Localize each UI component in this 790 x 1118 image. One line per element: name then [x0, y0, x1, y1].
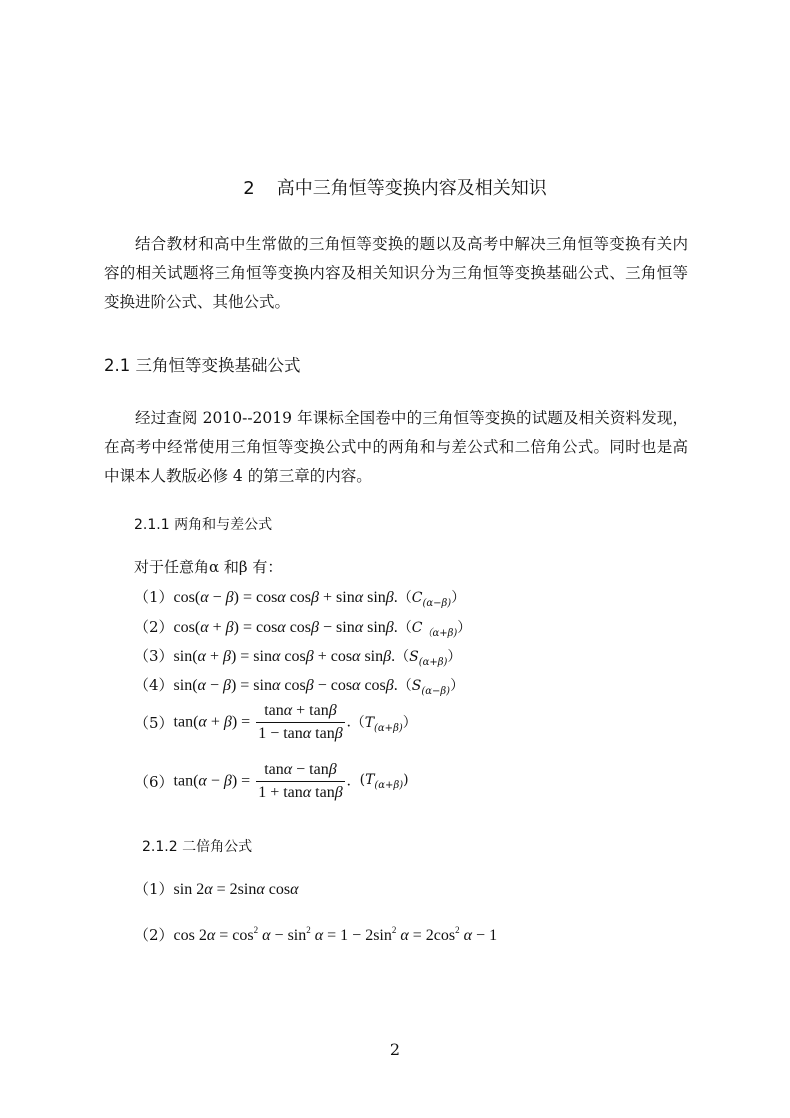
chapter-number: 2	[243, 178, 255, 199]
section-2-1-heading: 2.1 三角恒等变换基础公式	[104, 356, 301, 375]
formula-tan-difference: tan(α − β) =	[173, 772, 255, 790]
formula-tag: $(S_{(\alpha-\beta)})$	[397, 678, 465, 697]
formula-sin-sum: sin(α + β) = sinα cosβ + cosα sinβ.	[173, 648, 396, 665]
formula-cos-double: $\cos 2\alpha = \cos^2 \alpha - \sin^2 \alpha = 1 - 2\sin^2$ $\alpha = 2\cos^2$ α − 1	[173, 925, 498, 944]
formula-row: （5）tan(α + β) = $\frac{\tan\alpha + \tan\beta}{\text{1 − tanα tanβ}}$ $.(T_{(\alpha+\beta)})$	[134, 702, 417, 742]
formula-tag: $(C_{(\alpha+\beta)})$	[397, 620, 472, 639]
formula-tag: $(C_{(\alpha-\beta)})$	[397, 590, 466, 609]
formula-label: （1）	[134, 880, 174, 898]
section-2-1-1-heading: 2.1.1 两角和与差公式	[134, 517, 273, 533]
formula-row	[134, 924, 497, 945]
formula-row	[134, 878, 298, 899]
formula-label: （2）	[134, 926, 174, 944]
section-2-1-paragraph: 经过查阅 2010--2019 年课标全国卷中的三角恒等变换的试题及相关资料发现，在高考中经常使用三角恒等变换公式中的两角和与差公式和二倍角公式。同时也是高中课本人教版必修 4 的第三章的内容。	[104, 409, 688, 485]
formula-label: （6）	[134, 773, 174, 791]
formula-label: （3）	[134, 647, 174, 665]
formula-row	[134, 616, 471, 639]
formula-sin-double: sin 2α = 2sinα cosα	[173, 881, 299, 898]
formula-row	[134, 586, 465, 609]
formula-cos-difference: cos(α − β) = cosα cosβ + sinα sinβ.	[173, 589, 398, 606]
fraction: $\frac{\tan\alpha + \tan\beta}{\text{1 − tanα tanβ}}$	[258, 702, 343, 742]
chapter-title	[0, 174, 790, 200]
chapter-title-text: 高中三角恒等变换内容及相关知识	[276, 178, 547, 199]
formula-sin-difference: sin(α − β) = sinα cosβ − cosα cosβ.	[173, 677, 398, 694]
formula-cos-sum: cos(α + β) = cosα cosβ − sinα sinβ.	[173, 619, 398, 636]
fraction: $\frac{\tan\alpha - \tan\beta}{\text{1 + tanα tanβ}}$	[258, 761, 343, 801]
formula-tan-sum: tan(α + β) =	[173, 713, 255, 731]
formula-label: （5）	[134, 714, 174, 732]
formula-tag: $(T_{(\alpha+\beta)})$	[350, 714, 417, 734]
formula-row	[134, 645, 461, 668]
intro-paragraph: 结合教材和高中生常做的三角恒等变换的题以及高考中解决三角恒等变换有关内容的相关试题将三角恒等变换内容及相关知识分为三角恒等变换基础公式、三角恒等变换进阶公式、其他公式。	[104, 235, 688, 311]
page-number: 2	[389, 1040, 401, 1059]
formula-tag: $(S_{(\alpha+\beta)})$	[395, 649, 462, 668]
formula-label: （4）	[134, 676, 174, 694]
formula-label: （1）	[134, 588, 174, 606]
formula-row: （6）tan(α − β) = $\frac{\tan\alpha - \tan\beta}{\text{1 + tanα tanβ}}$ . $(T_{(\alpha+\beta)})$	[134, 761, 409, 801]
formula-row	[134, 674, 464, 697]
section-2-1-2-heading: 2.1.2 二倍角公式	[142, 839, 253, 855]
formula-label: （2）	[134, 618, 174, 636]
lead-text: 对于任意角α 和β 有：	[134, 558, 283, 576]
formula-tag: $(T_{(\alpha+\beta)})$	[350, 772, 409, 791]
